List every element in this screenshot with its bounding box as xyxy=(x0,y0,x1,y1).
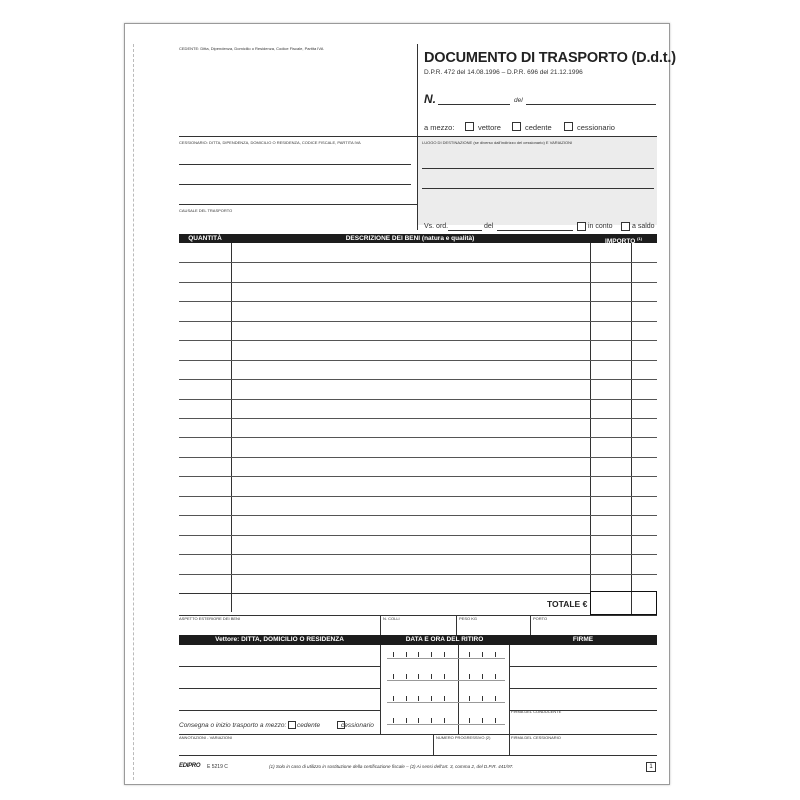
annotazioni-bottom-rule xyxy=(179,755,657,756)
porto-label: PORTO xyxy=(533,616,548,621)
consegna-label: Consegna o inizio trasporto a mezzo: xyxy=(179,722,287,729)
date-time-tick xyxy=(418,696,419,701)
order-date-field[interactable] xyxy=(497,230,573,231)
data-ora-header: DATA E ORA DEL RITIRO xyxy=(405,636,484,643)
date-time-tick xyxy=(495,718,496,723)
table-row[interactable] xyxy=(179,418,657,419)
date-time-tick xyxy=(495,674,496,679)
table-row[interactable] xyxy=(179,301,657,302)
date-time-tick xyxy=(482,652,483,657)
info-divider-2 xyxy=(456,615,457,635)
cessionario-option-label: cessionario xyxy=(577,123,615,132)
firma-conducente-label: FIRMA DEL CONDUCENTE xyxy=(511,709,562,714)
date-time-tick xyxy=(482,696,483,701)
table-row[interactable] xyxy=(179,476,657,477)
date-time-tick xyxy=(431,652,432,657)
quantita-column-divider xyxy=(231,243,232,612)
date-time-tick xyxy=(393,674,394,679)
descrizione-header-text: DESCRIZIONE DEI BENI xyxy=(345,235,421,242)
table-row[interactable] xyxy=(179,340,657,341)
table-row[interactable] xyxy=(179,437,657,438)
date-time-field[interactable] xyxy=(387,680,505,681)
table-row[interactable] xyxy=(179,282,657,283)
footer-notes: (1) Solo in caso di utilizzo in sostituzione della certificazione fiscale – (2) Ai sensi dell'art. 3, comma 2, del D.P.R. 441/97. xyxy=(269,764,514,769)
consegna-cessionario-label: cessionario xyxy=(341,722,374,729)
brand-logo: EDIPRO xyxy=(179,763,201,769)
table-row[interactable] xyxy=(179,321,657,322)
date-time-tick xyxy=(406,652,407,657)
in-conto-checkbox[interactable] xyxy=(577,222,586,231)
causale-top-rule xyxy=(179,204,417,205)
totale-label: TOTALE € xyxy=(547,599,588,609)
descrizione-header-sub: (natura e qualità) xyxy=(421,235,475,242)
transport-document-sheet xyxy=(124,23,676,785)
date-time-tick xyxy=(482,718,483,723)
annotazioni-divider xyxy=(433,734,434,755)
carrier-divider-1 xyxy=(380,645,381,734)
firma-cessionario-label: FIRMA DEL CESSIONARIO xyxy=(511,735,561,740)
vettore-option-label: vettore xyxy=(478,123,501,132)
date-time-tick xyxy=(406,718,407,723)
date-field[interactable] xyxy=(526,104,656,105)
table-row[interactable] xyxy=(179,496,657,497)
date-time-tick xyxy=(495,652,496,657)
date-time-tick xyxy=(418,652,419,657)
page-number: 1 xyxy=(646,762,656,772)
date-time-tick xyxy=(393,718,394,723)
numero-progressivo-label xyxy=(436,735,490,740)
info-divider-3 xyxy=(530,615,531,635)
date-time-field[interactable] xyxy=(387,702,505,703)
carrier-line[interactable] xyxy=(179,688,380,689)
firme-header: FIRME xyxy=(572,636,594,643)
aspetto-label: ASPETTO ESTERIORE DEI BENI xyxy=(179,616,241,621)
cedente-option-label: cedente xyxy=(525,123,552,132)
table-bottom-rule xyxy=(179,593,590,594)
a-saldo-label: a saldo xyxy=(632,223,655,230)
totale-field-divider xyxy=(631,592,632,614)
date-time-field[interactable] xyxy=(387,724,505,725)
date-time-field[interactable] xyxy=(387,658,505,659)
descrizione-header xyxy=(231,234,589,243)
table-row[interactable] xyxy=(179,360,657,361)
cessionario-label: CESSIONARIO: DITTA, DIPENDENZA, DOMICILIO O RESIDENZA, CODICE FISCALE, PARTITA IVA xyxy=(179,140,361,145)
date-time-tick xyxy=(418,674,419,679)
table-row[interactable] xyxy=(179,515,657,516)
vs-ord-label: Vs. ord. xyxy=(424,223,449,230)
luogo-destinazione-label: LUOGO DI DESTINAZIONE (se diverso dall'indirizzo del cessionario) E VARIAZIONI xyxy=(422,140,573,145)
a-saldo-checkbox[interactable] xyxy=(621,222,630,231)
carrier-divider-2 xyxy=(509,645,510,755)
info-row-top-rule xyxy=(179,615,657,616)
vs-ord-field[interactable] xyxy=(448,230,482,231)
binding-strip xyxy=(133,44,134,780)
importo-header-text: IMPORTO xyxy=(605,238,636,246)
quantita-header: QUANTITÀ xyxy=(188,235,222,242)
vettore-checkbox[interactable] xyxy=(465,122,474,131)
table-row[interactable] xyxy=(179,574,657,575)
date-time-tick xyxy=(393,696,394,701)
luogo-line-1[interactable] xyxy=(422,168,654,169)
date-time-tick xyxy=(406,674,407,679)
table-row[interactable] xyxy=(179,457,657,458)
carrier-line[interactable] xyxy=(179,666,380,667)
date-time-tick xyxy=(469,718,470,723)
table-row[interactable] xyxy=(179,262,657,263)
info-divider-1 xyxy=(380,615,381,635)
date-time-tick xyxy=(444,674,445,679)
date-time-tick xyxy=(482,674,483,679)
in-conto-label: in conto xyxy=(588,223,613,230)
number-label: N. xyxy=(424,92,436,106)
document-title: DOCUMENTO DI TRASPORTO (D.d.t.) xyxy=(424,50,676,66)
carrier-line[interactable] xyxy=(179,710,380,711)
date-time-tick xyxy=(444,696,445,701)
items-table-body xyxy=(179,243,657,593)
date-time-tick xyxy=(495,696,496,701)
annotazioni-label: ANNOTAZIONI - VARIAZIONI xyxy=(179,735,232,740)
date-time-tick xyxy=(469,696,470,701)
cedente-checkbox[interactable] xyxy=(512,122,521,131)
signature-line[interactable] xyxy=(509,666,657,667)
signature-line[interactable] xyxy=(509,688,657,689)
annotazioni-top-rule xyxy=(179,734,657,735)
luogo-line-2[interactable] xyxy=(422,188,654,189)
cessionario-line-1[interactable] xyxy=(179,164,411,165)
colli-label: N. COLLI xyxy=(383,616,400,621)
date-time-tick xyxy=(418,718,419,723)
table-row[interactable] xyxy=(179,535,657,536)
numero-progressivo-note: (2) xyxy=(485,735,491,740)
a-mezzo-label: a mezzo: xyxy=(424,123,455,132)
table-row[interactable] xyxy=(179,379,657,380)
numero-progressivo-text: NUMERO PROGRESSIVO xyxy=(436,735,485,740)
order-date-label: del xyxy=(484,223,494,230)
consegna-cedente-checkbox[interactable] xyxy=(288,721,296,729)
date-time-tick xyxy=(469,674,470,679)
peso-label: PESO KG xyxy=(459,616,478,621)
date-time-tick xyxy=(393,652,394,657)
date-time-tick xyxy=(431,674,432,679)
causale-label: CAUSALE DEL TRASPORTO xyxy=(179,208,233,213)
cessionario-checkbox[interactable] xyxy=(564,122,573,131)
table-row[interactable] xyxy=(179,554,657,555)
cessionario-line-2[interactable] xyxy=(179,184,411,185)
date-time-tick xyxy=(444,652,445,657)
cedente-label: CEDENTE: Ditta, Dipendenza, Domicilio o Residenza, Codice Fiscale, Partita IVA xyxy=(179,46,324,51)
vettore-header: Vettore: DITTA, DOMICILIO O RESIDENZA xyxy=(215,636,344,643)
document-subtitle: D.P.R. 472 del 14.08.1996 – D.P.R. 696 del 21.12.1996 xyxy=(424,69,583,76)
form-code: E 5219 C xyxy=(207,764,228,770)
date-time-tick xyxy=(469,652,470,657)
consegna-cedente-label: cedente xyxy=(297,722,321,729)
importo-column-divider xyxy=(590,243,591,612)
luogo-destinazione-box xyxy=(418,137,657,225)
totale-field[interactable] xyxy=(590,591,657,615)
table-row[interactable] xyxy=(179,399,657,400)
date-label: del xyxy=(514,97,523,104)
number-field[interactable] xyxy=(438,104,510,105)
date-time-tick xyxy=(431,718,432,723)
date-time-tick xyxy=(431,696,432,701)
date-time-tick xyxy=(406,696,407,701)
date-time-tick xyxy=(444,718,445,723)
importo-header-note: (1) xyxy=(637,236,642,241)
